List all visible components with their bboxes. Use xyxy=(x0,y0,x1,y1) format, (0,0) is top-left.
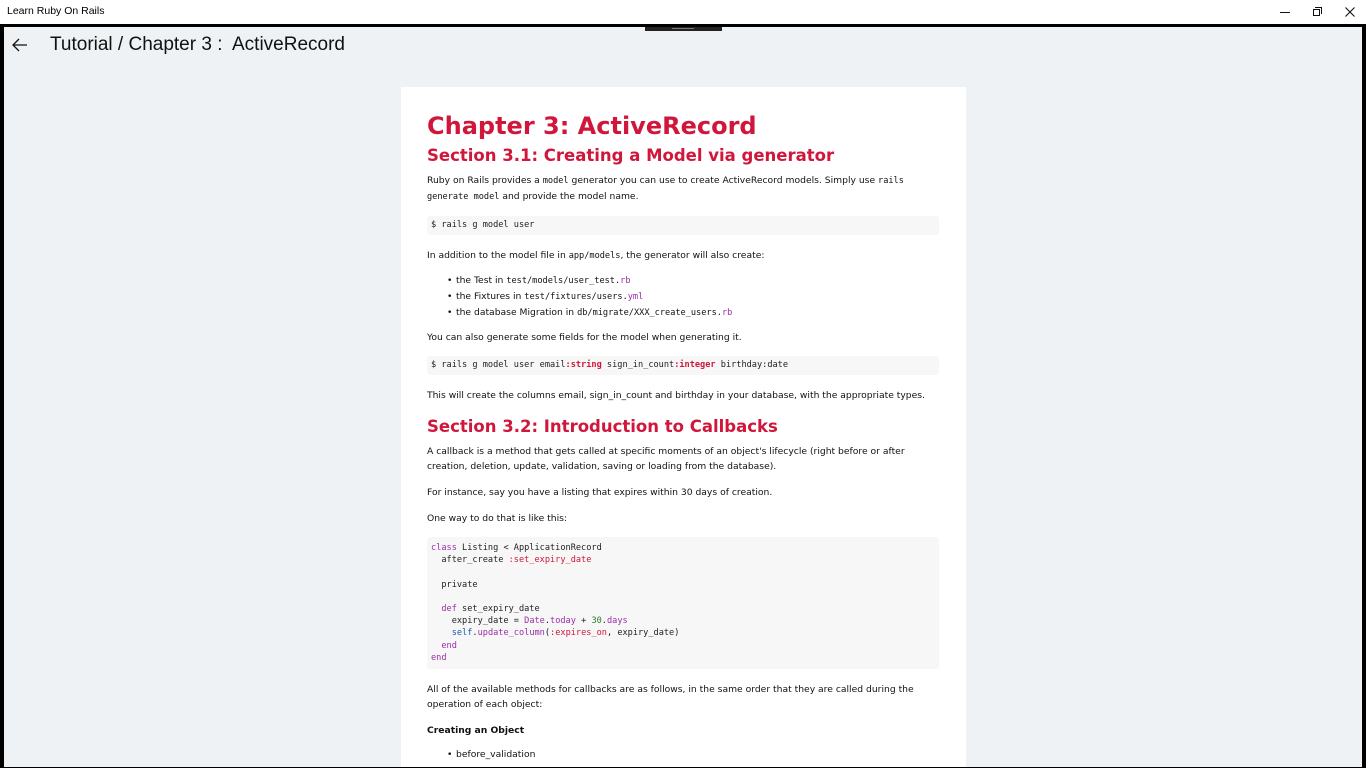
title-bar xyxy=(0,0,1366,24)
close-button[interactable] xyxy=(1334,0,1366,24)
back-button[interactable] xyxy=(10,35,30,55)
paragraph: One way to do that is like this: xyxy=(427,513,568,524)
minimize-button[interactable] xyxy=(1269,0,1301,24)
nav-header xyxy=(4,27,1362,65)
paragraph: A callback is a method that gets called at specific moments of an object's lifecycle (right before or after creation, deletion, update, validation, saving or loading from the database). xyxy=(427,446,905,472)
paragraph: In addition to the model file in app/models, the generator will also create: xyxy=(427,250,765,261)
paragraph: Ruby on Rails provides a model generator you can use to create ActiveRecord models. Simply use rails generate model and provide the model name. xyxy=(427,175,904,202)
inline-code: app/models xyxy=(568,251,621,261)
chapter-heading: Chapter 3: ActiveRecord xyxy=(427,112,757,140)
code-block: class Listing < ApplicationRecord after_create :set_expiry_date private def set_expiry_date expiry_date = Date.today + 30.days self.update_column(:expires_on, expiry_date) end end xyxy=(427,537,939,669)
paragraph: For instance, say you have a listing that expires within 30 days of creation. xyxy=(427,487,773,498)
section-heading: Section 3.2: Introduction to Callbacks xyxy=(427,417,778,436)
section-heading: Section 3.1: Creating a Model via generator xyxy=(427,146,835,165)
list-item: • the Test in test/models/user_test.rb xyxy=(447,273,939,289)
minimize-icon xyxy=(1280,12,1290,13)
list-item: • the database Migration in db/migrate/XXX_create_users.rb xyxy=(447,305,939,321)
paragraph: You can also generate some fields for the model when generating it. xyxy=(427,332,742,343)
back-arrow-icon xyxy=(10,35,30,55)
bullet-list xyxy=(447,273,939,321)
code-block: $ rails g model user email:string sign_in_count:integer birthday:date xyxy=(427,356,939,375)
article-content xyxy=(401,87,966,767)
restore-icon xyxy=(1313,7,1323,17)
list-item: • the Fixtures in test/fixtures/users.yml xyxy=(447,289,939,305)
restore-button[interactable] xyxy=(1302,0,1334,24)
page-title: Tutorial / Chapter 3 : ActiveRecord xyxy=(50,34,345,55)
app-title: Learn Ruby On Rails xyxy=(7,5,105,17)
paragraph: All of the available methods for callbacks are as follows, in the same order that they are called during the operation of each object: xyxy=(427,684,914,711)
inline-code: rails generate model xyxy=(427,176,904,202)
code-block: $ rails g model user xyxy=(427,216,939,235)
app-content xyxy=(4,27,1362,767)
paragraph: This will create the columns email, sign_in_count and birthday in your database, with the appropriate types. xyxy=(427,390,925,401)
inline-code: model xyxy=(542,176,569,186)
subheading: Creating an Object xyxy=(427,725,525,737)
bullet-list xyxy=(447,747,939,762)
list-item: • before_validation xyxy=(447,747,939,762)
close-icon xyxy=(1345,7,1355,17)
